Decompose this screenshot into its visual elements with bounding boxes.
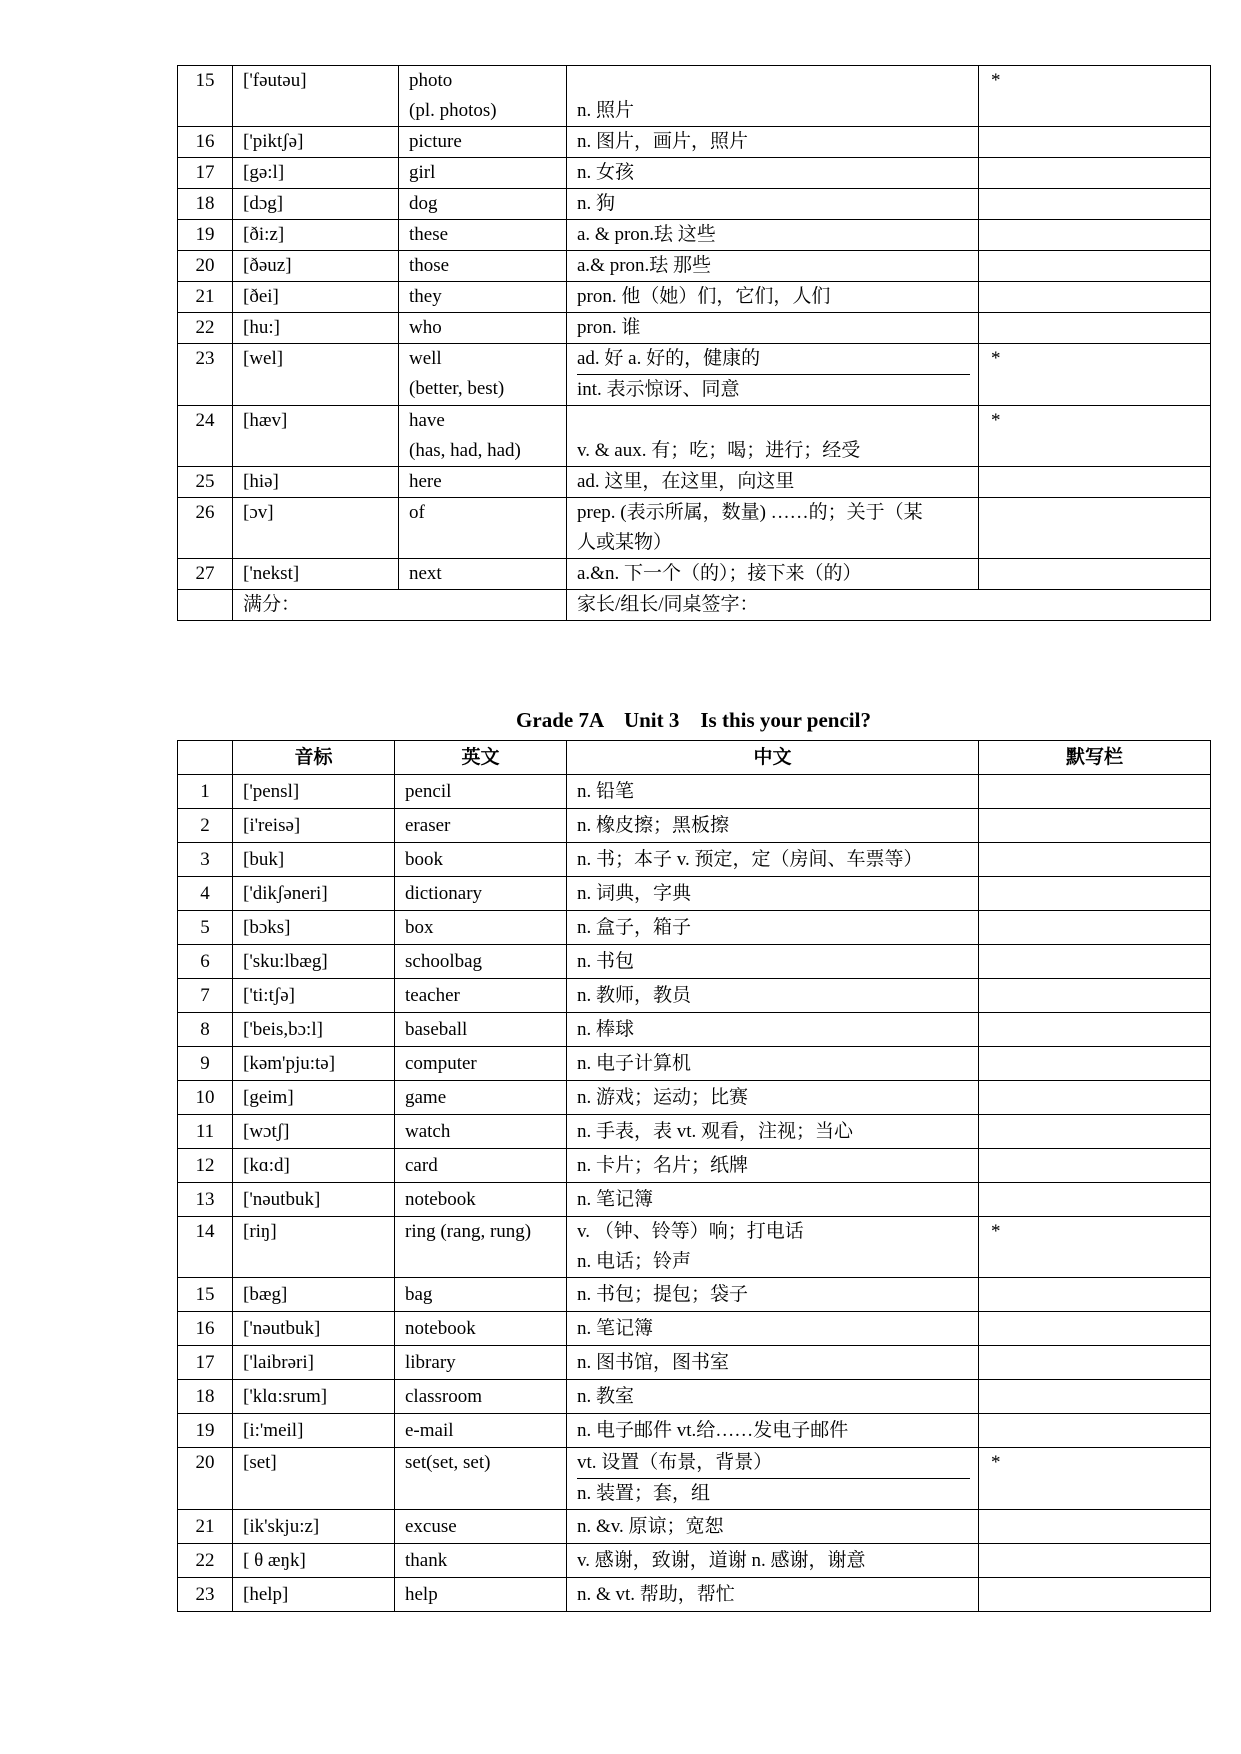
dictation-cell[interactable] — [979, 1013, 1211, 1047]
dictation-cell[interactable] — [979, 1149, 1211, 1183]
chinese-meaning — [567, 559, 979, 590]
chinese-meaning-text: n. 手表，表 vt. 观看，注视；当心 — [577, 1120, 854, 1142]
chinese-meaning — [567, 1278, 979, 1312]
english-word: book — [395, 843, 567, 877]
chinese-meaning-text: vt. 设置（布景，背景） — [577, 1452, 773, 1473]
chinese-meaning-text: n. 卡片；名片；纸牌 — [577, 1154, 749, 1176]
english-word — [399, 498, 567, 559]
chinese-meaning-text: n. & vt. 帮助，帮忙 — [577, 1583, 735, 1605]
chinese-meaning — [567, 467, 979, 498]
phonetic: [bæg] — [233, 1278, 395, 1312]
dictation-cell[interactable] — [979, 1544, 1211, 1578]
dictation-cell[interactable] — [979, 1380, 1211, 1414]
table-row — [178, 1544, 1211, 1578]
chinese-meaning-text: n. 书包 — [577, 950, 635, 972]
word-number: 8 — [178, 1013, 233, 1047]
word-number: 24 — [178, 406, 233, 467]
word-number: 22 — [178, 1544, 233, 1578]
english-word — [399, 406, 567, 467]
english-word: baseball — [395, 1013, 567, 1047]
english-word-forms: (better, best) — [409, 378, 505, 399]
table-row — [178, 1510, 1211, 1544]
table-row — [178, 1312, 1211, 1346]
phonetic: [kəm'pju:tə] — [233, 1047, 395, 1081]
phonetic: [hiə] — [233, 467, 399, 498]
chinese-meaning — [567, 911, 979, 945]
english-word: eraser — [395, 809, 567, 843]
phonetic: [dɔg] — [233, 189, 399, 220]
english-word: thank — [395, 1544, 567, 1578]
english-word: notebook — [395, 1312, 567, 1346]
word-number: 18 — [178, 189, 233, 220]
chinese-meaning — [567, 877, 979, 911]
table-row — [178, 877, 1211, 911]
chinese-meaning-text: pron. 谁 — [577, 317, 641, 338]
footer-empty — [178, 590, 233, 621]
signature-cell: 家长/组长/同桌签字： — [567, 590, 1211, 621]
word-number: 2 — [178, 809, 233, 843]
phonetic: [i'reisə] — [233, 809, 395, 843]
english-word-text: those — [409, 255, 450, 276]
dictation-cell[interactable] — [979, 1047, 1211, 1081]
chinese-meaning-text: prep. (表示所属，数量) ……的；关于（某 — [577, 502, 923, 523]
english-word-text: they — [409, 286, 442, 307]
phonetic: [ðəuz] — [233, 251, 399, 282]
english-word-text: next — [409, 563, 442, 584]
word-number: 19 — [178, 220, 233, 251]
english-word-text: photo — [409, 70, 453, 91]
chinese-meaning — [567, 406, 979, 467]
chinese-meaning-text: n. 铅笔 — [577, 780, 635, 802]
chinese-meaning — [567, 220, 979, 251]
chinese-meaning — [567, 1115, 979, 1149]
chinese-meaning-text: n. 词典，字典 — [577, 882, 692, 904]
english-word-text: dog — [409, 193, 438, 214]
english-word: dictionary — [395, 877, 567, 911]
english-word — [399, 66, 567, 127]
phonetic: ['ti:tʃə] — [233, 979, 395, 1013]
phonetic: [wɔtʃ] — [233, 1115, 395, 1149]
table-row — [178, 1346, 1211, 1380]
word-number: 15 — [178, 66, 233, 127]
phonetic: [ik'skju:z] — [233, 1510, 395, 1544]
table-row — [178, 498, 1211, 559]
chinese-meaning — [567, 66, 979, 127]
english-word — [399, 220, 567, 251]
word-number: 13 — [178, 1183, 233, 1217]
table-row — [178, 220, 1211, 251]
chinese-meaning-text: a. & pron.珐 这些 — [577, 224, 716, 245]
header-chinese: 中文 — [567, 741, 979, 775]
chinese-meaning — [567, 1448, 979, 1510]
table-row — [178, 251, 1211, 282]
chinese-meaning — [567, 775, 979, 809]
phonetic: [gə:l] — [233, 158, 399, 189]
dictation-cell[interactable]: * — [979, 1448, 1211, 1510]
dictation-cell[interactable] — [979, 1510, 1211, 1544]
english-word-forms: (has, had, had) — [409, 440, 521, 461]
chinese-meaning-text: n. 狗 — [577, 193, 616, 214]
word-number: 22 — [178, 313, 233, 344]
table-row — [178, 1448, 1211, 1510]
chinese-meaning — [567, 979, 979, 1013]
english-word-text: here — [409, 471, 442, 492]
dictation-cell[interactable] — [979, 282, 1211, 313]
chinese-meaning — [567, 1312, 979, 1346]
table-row — [178, 1081, 1211, 1115]
header-english: 英文 — [395, 741, 567, 775]
word-number: 19 — [178, 1414, 233, 1448]
chinese-meaning-text: pron. 他（她）们，它们，人们 — [577, 286, 831, 307]
table-row — [178, 467, 1211, 498]
phonetic: ['pensl] — [233, 775, 395, 809]
dictation-cell[interactable] — [979, 313, 1211, 344]
chinese-meaning-text: n. 女孩 — [577, 162, 635, 183]
phonetic: [geim] — [233, 1081, 395, 1115]
table-row — [178, 1380, 1211, 1414]
english-word: game — [395, 1081, 567, 1115]
phonetic: [buk] — [233, 843, 395, 877]
chinese-meaning — [567, 1510, 979, 1544]
chinese-meaning-text: ad. 这里，在这里，向这里 — [577, 471, 795, 492]
dictation-cell[interactable]: * — [979, 344, 1211, 406]
english-word-text: who — [409, 317, 442, 338]
word-number: 23 — [178, 344, 233, 406]
word-number: 25 — [178, 467, 233, 498]
chinese-meaning-text: a.&n. 下一个（的）；接下来（的） — [577, 563, 862, 584]
dictation-cell[interactable] — [979, 843, 1211, 877]
word-number: 15 — [178, 1278, 233, 1312]
english-word: bag — [395, 1278, 567, 1312]
chinese-meaning — [567, 313, 979, 344]
table-row — [178, 282, 1211, 313]
dictation-cell[interactable] — [979, 877, 1211, 911]
table-row — [178, 406, 1211, 467]
chinese-meaning — [567, 809, 979, 843]
table-row — [178, 979, 1211, 1013]
chinese-meaning-text: v. 感谢，致谢，道谢 n. 感谢，谢意 — [577, 1549, 866, 1571]
phonetic: [wel] — [233, 344, 399, 406]
table-row — [178, 1578, 1211, 1612]
word-number: 12 — [178, 1149, 233, 1183]
word-number: 17 — [178, 1346, 233, 1380]
chinese-meaning — [567, 1414, 979, 1448]
table-row — [178, 945, 1211, 979]
english-word-text: girl — [409, 162, 436, 183]
dictation-cell[interactable] — [979, 911, 1211, 945]
table-row — [178, 66, 1211, 127]
chinese-meaning — [567, 945, 979, 979]
dictation-cell[interactable] — [979, 498, 1211, 559]
score-cell: 满分： — [233, 590, 567, 621]
chinese-meaning — [567, 251, 979, 282]
dictation-cell[interactable] — [979, 1312, 1211, 1346]
dictation-cell[interactable]: * — [979, 1217, 1211, 1278]
phonetic: ['nəutbuk] — [233, 1183, 395, 1217]
phonetic: ['piktʃə] — [233, 127, 399, 158]
dictation-cell[interactable] — [979, 809, 1211, 843]
chinese-meaning — [567, 1183, 979, 1217]
phonetic: ['laibrəri] — [233, 1346, 395, 1380]
english-word: pencil — [395, 775, 567, 809]
phonetic: [i:'meil] — [233, 1414, 395, 1448]
phonetic: [hæv] — [233, 406, 399, 467]
phonetic: ['fəutəu] — [233, 66, 399, 127]
word-number: 11 — [178, 1115, 233, 1149]
chinese-meaning — [567, 282, 979, 313]
english-word: help — [395, 1578, 567, 1612]
phonetic: [ θ æŋk] — [233, 1544, 395, 1578]
word-number: 26 — [178, 498, 233, 559]
phonetic: [ɔv] — [233, 498, 399, 559]
chinese-meaning — [567, 1544, 979, 1578]
english-word: teacher — [395, 979, 567, 1013]
chinese-meaning-text: n. 笔记簿 — [577, 1188, 654, 1210]
chinese-meaning — [567, 1217, 979, 1278]
table-row — [178, 344, 1211, 406]
phonetic: [ðei] — [233, 282, 399, 313]
dictation-cell[interactable]: * — [979, 406, 1211, 467]
word-number: 21 — [178, 1510, 233, 1544]
word-number: 6 — [178, 945, 233, 979]
table-footer-row — [178, 590, 1211, 621]
chinese-meaning-text: n. 图片，画片，照片 — [577, 131, 749, 152]
english-word: library — [395, 1346, 567, 1380]
english-word-text: well — [409, 348, 442, 369]
word-number: 7 — [178, 979, 233, 1013]
english-word: card — [395, 1149, 567, 1183]
word-number: 1 — [178, 775, 233, 809]
word-number: 3 — [178, 843, 233, 877]
english-word — [399, 251, 567, 282]
table-row — [178, 1217, 1211, 1278]
chinese-meaning-text: ad. 好 a. 好的，健康的 — [577, 348, 761, 369]
english-word — [399, 313, 567, 344]
header-num — [178, 741, 233, 775]
unit-heading: Grade 7A Unit 3 Is this your pencil? — [516, 708, 871, 732]
english-word: watch — [395, 1115, 567, 1149]
table-row — [178, 775, 1211, 809]
table-row — [178, 843, 1211, 877]
word-number: 17 — [178, 158, 233, 189]
english-word — [399, 158, 567, 189]
english-word-text: these — [409, 224, 449, 245]
chinese-meaning-text: n. 照片 — [577, 100, 635, 121]
chinese-meaning-text-2: n. 装置；套，组 — [577, 1483, 711, 1504]
phonetic: [set] — [233, 1448, 395, 1510]
dictation-cell[interactable] — [979, 127, 1211, 158]
dictation-cell[interactable] — [979, 1115, 1211, 1149]
chinese-meaning-text: n. 教师，教员 — [577, 984, 692, 1006]
chinese-meaning-text: n. 图书馆，图书室 — [577, 1351, 730, 1373]
word-number: 16 — [178, 127, 233, 158]
dictation-cell[interactable] — [979, 189, 1211, 220]
chinese-meaning — [567, 344, 979, 406]
phonetic: [ði:z] — [233, 220, 399, 251]
chinese-meaning-text: n. 橡皮擦；黑板擦 — [577, 814, 730, 836]
dictation-cell[interactable] — [979, 775, 1211, 809]
chinese-meaning — [567, 1081, 979, 1115]
dictation-cell[interactable] — [979, 1278, 1211, 1312]
vocab-table-continued — [177, 65, 1211, 621]
english-word: classroom — [395, 1380, 567, 1414]
english-word-text: have — [409, 410, 445, 431]
chinese-meaning-text: n. 书包；提包；袋子 — [577, 1283, 749, 1305]
chinese-meaning-text: v. （钟、铃等）响；打电话 — [577, 1221, 804, 1242]
table-row — [178, 189, 1211, 220]
dictation-cell[interactable] — [979, 251, 1211, 282]
table-row — [178, 1278, 1211, 1312]
chinese-meaning-text: v. & aux. 有；吃；喝；进行；经受 — [577, 440, 861, 461]
chinese-meaning-text-2: int. 表示惊讶、同意 — [577, 379, 740, 400]
dictation-cell[interactable] — [979, 158, 1211, 189]
word-number: 23 — [178, 1578, 233, 1612]
phonetic: [riŋ] — [233, 1217, 395, 1278]
chinese-meaning — [567, 1047, 979, 1081]
chinese-meaning — [567, 127, 979, 158]
english-word: e-mail — [395, 1414, 567, 1448]
chinese-meaning — [567, 843, 979, 877]
word-number: 16 — [178, 1312, 233, 1346]
phonetic: ['sku:lbæg] — [233, 945, 395, 979]
chinese-meaning-text: n. 棒球 — [577, 1018, 635, 1040]
chinese-meaning — [567, 1149, 979, 1183]
dictation-cell[interactable] — [979, 1081, 1211, 1115]
english-word-text: of — [409, 502, 425, 523]
table-row — [178, 559, 1211, 590]
english-word — [399, 344, 567, 406]
table-row — [178, 127, 1211, 158]
dictation-cell[interactable] — [979, 1346, 1211, 1380]
dictation-cell[interactable] — [979, 979, 1211, 1013]
header-ipa: 音标 — [233, 741, 395, 775]
word-number: 10 — [178, 1081, 233, 1115]
dictation-cell[interactable] — [979, 1183, 1211, 1217]
phonetic: [kɑ:d] — [233, 1149, 395, 1183]
table-row — [178, 809, 1211, 843]
chinese-meaning — [567, 158, 979, 189]
dictation-cell[interactable] — [979, 1578, 1211, 1612]
chinese-meaning — [567, 189, 979, 220]
phonetic: [help] — [233, 1578, 395, 1612]
phonetic: ['dikʃəneri] — [233, 877, 395, 911]
word-number: 20 — [178, 251, 233, 282]
english-word — [399, 467, 567, 498]
dictation-cell[interactable] — [979, 559, 1211, 590]
english-word-text: picture — [409, 131, 462, 152]
english-word: notebook — [395, 1183, 567, 1217]
chinese-meaning — [567, 1346, 979, 1380]
word-number: 4 — [178, 877, 233, 911]
chinese-meaning-text: n. 电子计算机 — [577, 1052, 692, 1074]
english-word — [399, 559, 567, 590]
chinese-meaning — [567, 498, 979, 559]
dictation-cell[interactable] — [979, 220, 1211, 251]
table-row — [178, 1115, 1211, 1149]
table-row — [178, 1013, 1211, 1047]
table-row — [178, 158, 1211, 189]
chinese-meaning-text-2: 人或某物） — [577, 532, 673, 553]
table-row — [178, 1149, 1211, 1183]
english-word — [399, 282, 567, 313]
english-word: computer — [395, 1047, 567, 1081]
english-word: excuse — [395, 1510, 567, 1544]
word-number: 27 — [178, 559, 233, 590]
header-dictation: 默写栏 — [979, 741, 1211, 775]
chinese-meaning-text: a.& pron.珐 那些 — [577, 255, 712, 276]
chinese-meaning-text: n. 教室 — [577, 1385, 635, 1407]
chinese-meaning-text: n. 电子邮件 vt.给……发电子邮件 — [577, 1419, 849, 1441]
english-word — [399, 127, 567, 158]
chinese-meaning-text: n. &v. 原谅；宽恕 — [577, 1515, 724, 1537]
word-number: 14 — [178, 1217, 233, 1278]
chinese-meaning — [567, 1578, 979, 1612]
phonetic: ['klɑ:srum] — [233, 1380, 395, 1414]
phonetic: [bɔks] — [233, 911, 395, 945]
chinese-meaning-text-2: n. 电话；铃声 — [577, 1251, 692, 1272]
chinese-meaning-text: n. 游戏；运动；比赛 — [577, 1086, 749, 1108]
english-word: set(set, set) — [395, 1448, 567, 1510]
chinese-meaning-text: n. 笔记簿 — [577, 1317, 654, 1339]
english-word — [399, 189, 567, 220]
vocab-table-unit3 — [177, 740, 1211, 1612]
dictation-cell[interactable] — [979, 467, 1211, 498]
word-number: 18 — [178, 1380, 233, 1414]
table-row — [178, 1414, 1211, 1448]
english-word-forms: (pl. photos) — [409, 100, 497, 121]
table-row — [178, 911, 1211, 945]
english-word: ring (rang, rung) — [395, 1217, 567, 1278]
phonetic: ['nəutbuk] — [233, 1312, 395, 1346]
chinese-meaning — [567, 1380, 979, 1414]
phonetic: ['beis,bɔ:l] — [233, 1013, 395, 1047]
dictation-cell[interactable]: * — [979, 66, 1211, 127]
word-number: 21 — [178, 282, 233, 313]
chinese-meaning — [567, 1013, 979, 1047]
english-word: schoolbag — [395, 945, 567, 979]
chinese-meaning-text: n. 盒子，箱子 — [577, 916, 692, 938]
table-row — [178, 313, 1211, 344]
chinese-meaning-text: n. 书；本子 v. 预定，定（房间、车票等） — [577, 848, 923, 870]
table-row — [178, 1047, 1211, 1081]
word-number: 20 — [178, 1448, 233, 1510]
word-number: 9 — [178, 1047, 233, 1081]
word-number: 5 — [178, 911, 233, 945]
dictation-cell[interactable] — [979, 945, 1211, 979]
phonetic: ['nekst] — [233, 559, 399, 590]
table-row — [178, 1183, 1211, 1217]
dictation-cell[interactable] — [979, 1414, 1211, 1448]
english-word: box — [395, 911, 567, 945]
table-header-row — [178, 741, 1211, 775]
phonetic: [hu:] — [233, 313, 399, 344]
